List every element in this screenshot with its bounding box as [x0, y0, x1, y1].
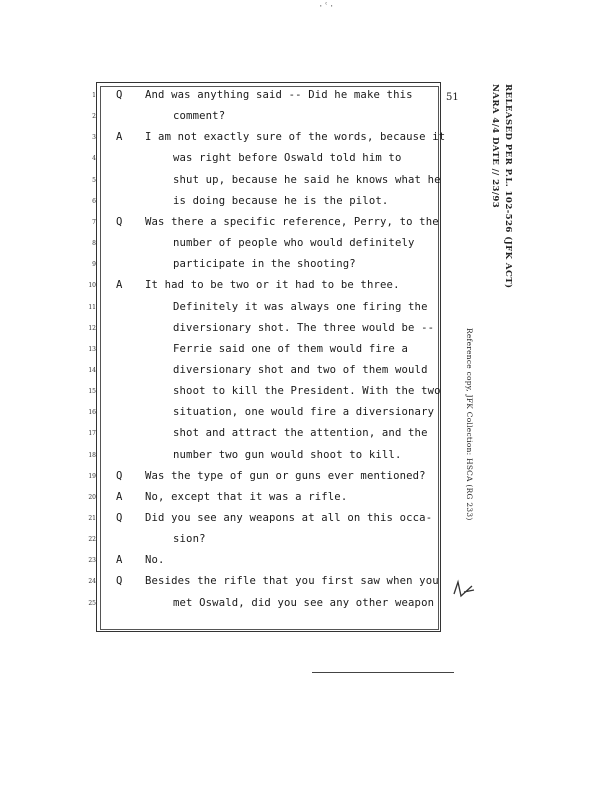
testimony-text: shut up, because he said he knows what he	[173, 174, 441, 186]
transcript-line	[0, 470, 440, 491]
line-number: 25	[88, 600, 96, 607]
testimony-text: number two gun would shoot to kill.	[173, 449, 402, 461]
line-number: 19	[88, 473, 96, 480]
release-stamp-line1: RELEASED PER P.L. 102-526 (JFK ACT)	[503, 84, 513, 289]
speaker-label: Q	[116, 512, 123, 524]
transcript-line	[0, 491, 440, 512]
line-number: 7	[92, 219, 96, 226]
testimony-text: situation, one would fire a diversionary	[173, 406, 435, 418]
testimony-text: No.	[145, 554, 165, 566]
line-number: 15	[88, 388, 96, 395]
transcript-line	[0, 554, 440, 575]
testimony-text: Besides the rifle that you first saw when you	[145, 575, 439, 587]
testimony-text: diversionary shot and two of them would	[173, 364, 428, 376]
line-number: 24	[88, 578, 96, 585]
testimony-text: Did you see any weapons at all on this occa-	[145, 512, 433, 524]
line-number: 5	[92, 177, 96, 184]
testimony-text: comment?	[173, 110, 226, 122]
speaker-label: Q	[116, 89, 123, 101]
transcript-line	[0, 216, 440, 237]
transcript-line	[0, 195, 440, 216]
testimony-text: diversionary shot. The three would be --	[173, 322, 435, 334]
transcript-line	[0, 110, 440, 131]
line-number: 10	[88, 282, 96, 289]
bottom-rule	[312, 672, 454, 673]
testimony-text: No, except that it was a rifle.	[145, 491, 348, 503]
testimony-text: Was the type of gun or guns ever mentioned?	[145, 470, 426, 482]
line-number: 13	[88, 346, 96, 353]
testimony-text: Ferrie said one of them would fire a	[173, 343, 409, 355]
line-number: 8	[92, 240, 96, 247]
testimony-text: Was there a specific reference, Perry, to the	[145, 216, 439, 228]
line-number: 11	[88, 304, 96, 311]
transcript-line	[0, 174, 440, 195]
speaker-label: A	[116, 491, 123, 503]
transcript-line	[0, 364, 440, 385]
line-number: 12	[88, 325, 96, 332]
line-number: 22	[88, 536, 96, 543]
testimony-text: was right before Oswald told him to	[173, 152, 402, 164]
speaker-label: A	[116, 554, 123, 566]
speaker-label: A	[116, 131, 123, 143]
line-number: 16	[88, 409, 96, 416]
testimony-text: shoot to kill the President. With the two	[173, 385, 441, 397]
release-stamp-line2: NARA 4/4 DATE // 23/93	[490, 84, 500, 209]
testimony-text: is doing because he is the pilot.	[173, 195, 389, 207]
transcript-line	[0, 406, 440, 427]
transcript-line	[0, 301, 440, 322]
speaker-label: Q	[116, 575, 123, 587]
transcript-line	[0, 427, 440, 448]
transcript-line	[0, 385, 440, 406]
transcript-line	[0, 512, 440, 533]
testimony-text: number of people who would definitely	[173, 237, 415, 249]
page-number: 51	[446, 92, 459, 103]
line-number: 9	[92, 261, 96, 268]
line-number: 14	[88, 367, 96, 374]
line-number: 2	[92, 113, 96, 120]
testimony-text: sion?	[173, 533, 206, 545]
line-number: 3	[92, 134, 96, 141]
line-number: 17	[88, 430, 96, 437]
line-number: 18	[88, 452, 96, 459]
line-number: 23	[88, 557, 96, 564]
line-number: 21	[88, 515, 96, 522]
testimony-text: participate in the shooting?	[173, 258, 356, 270]
testimony-text: shot and attract the attention, and the	[173, 427, 428, 439]
speaker-label: A	[116, 279, 123, 291]
testimony-text: I am not exactly sure of the words, because it	[145, 131, 446, 143]
line-number: 4	[92, 155, 96, 162]
transcript-line	[0, 575, 440, 596]
testimony-text: And was anything said -- Did he make this	[145, 89, 413, 101]
reference-copy-stamp: Reference copy, JFK Collection: HSCA (RG 233)	[465, 328, 474, 521]
transcript-line	[0, 343, 440, 364]
testimony-text: It had to be two or it had to be three.	[145, 279, 400, 291]
transcript-line	[0, 237, 440, 258]
transcript-line	[0, 449, 440, 470]
top-scan-mark: ·ʿ·	[318, 2, 335, 12]
transcript-line	[0, 533, 440, 554]
transcript-line	[0, 131, 446, 152]
transcript-line	[0, 152, 440, 173]
transcript-line	[0, 258, 440, 279]
line-number: 1	[92, 92, 96, 99]
initials-mark	[452, 578, 476, 600]
speaker-label: Q	[116, 216, 123, 228]
transcript-line	[0, 322, 440, 343]
testimony-text: met Oswald, did you see any other weapon	[173, 597, 435, 609]
line-number: 20	[88, 494, 96, 501]
speaker-label: Q	[116, 470, 123, 482]
line-number: 6	[92, 198, 96, 205]
transcript-line	[0, 89, 440, 110]
transcript-line	[0, 279, 440, 300]
transcript-line	[0, 597, 440, 618]
testimony-text: Definitely it was always one firing the	[173, 301, 428, 313]
